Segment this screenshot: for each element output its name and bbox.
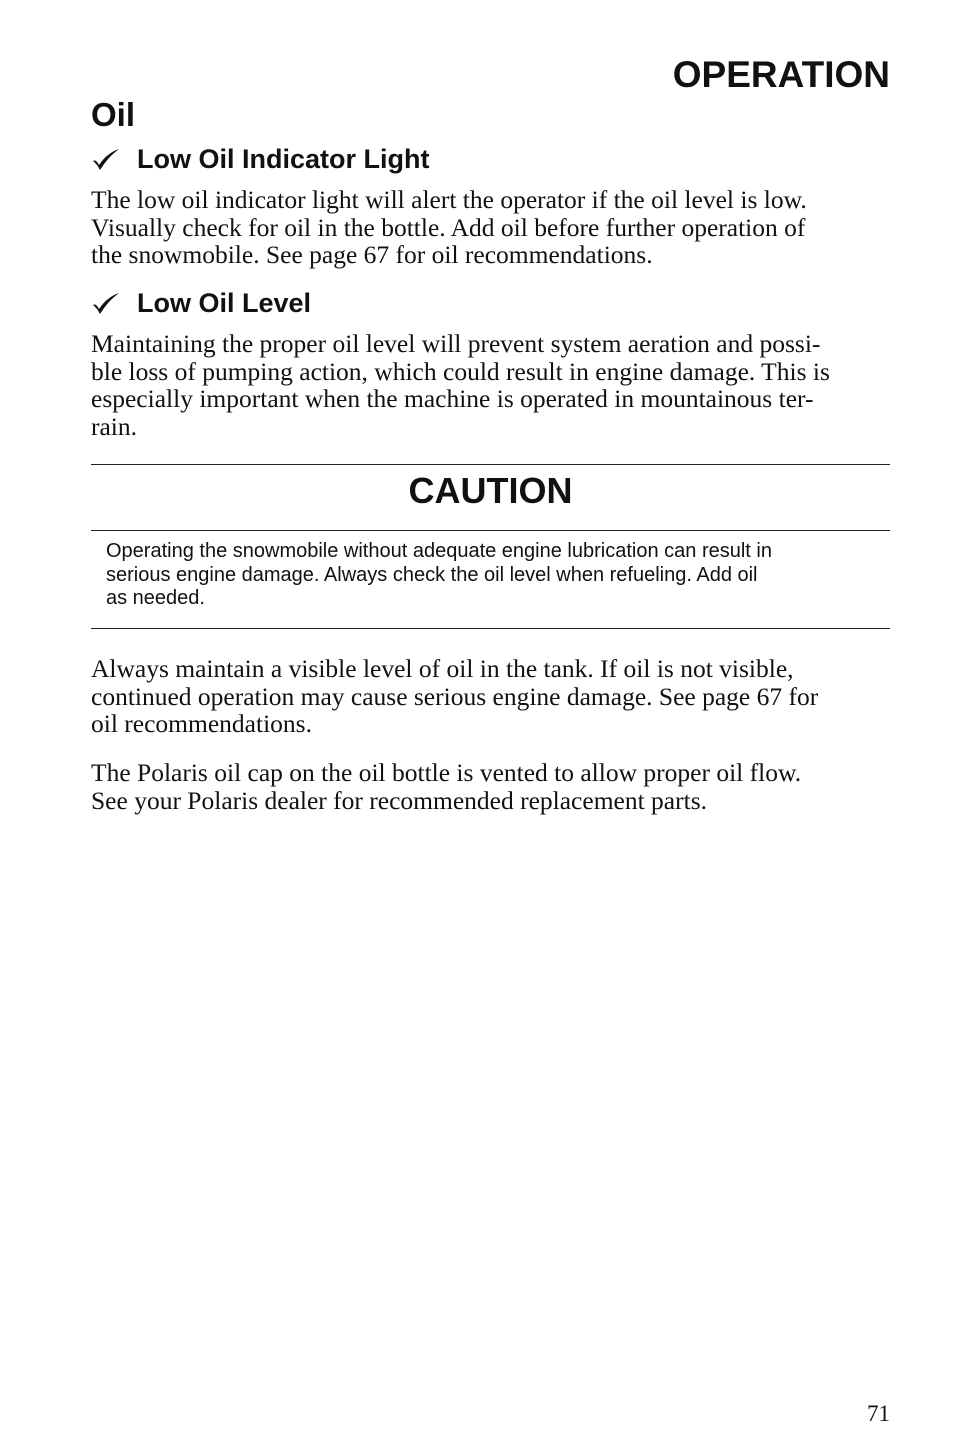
page-title: Oil <box>91 96 136 133</box>
subheading-low-oil-level <box>91 287 311 319</box>
subheading-label: Low Oil Indicator Light <box>137 144 430 174</box>
checkmark-icon <box>91 291 121 315</box>
subheading-low-oil-indicator-light <box>91 143 429 175</box>
section-header: OPERATION <box>672 54 890 95</box>
caution-text: Operating the snowmobile without adequate engine lubrication can result in serious engine damage. Always check the oil level when refueling. Add oil as needed. <box>106 540 772 609</box>
paragraph-low-oil-level: Maintaining the proper oil level will prevent system aeration and possi- ble loss of pumping action, which could result in engine damage. This is especially important when the machine is operated in mountainous ter- rain. <box>91 329 830 441</box>
subheading-label: Low Oil Level <box>137 288 312 318</box>
manual-page <box>91 0 890 1454</box>
page-number: 71 <box>867 1401 890 1426</box>
caution-middle-rule <box>91 530 890 531</box>
caution-title: CAUTION <box>408 470 573 511</box>
caution-top-rule <box>91 464 890 465</box>
paragraph-oil-cap: The Polaris oil cap on the oil bottle is vented to allow proper oil flow. See your Polaris dealer for recommended replacement parts. <box>91 758 802 815</box>
checkmark-icon <box>91 147 121 171</box>
paragraph-oil-tank: Always maintain a visible level of oil in the tank. If oil is not visible, continued operation may cause serious engine damage. See page 67 for oil recommendations. <box>91 654 819 738</box>
paragraph-low-oil-indicator: The low oil indicator light will alert the operator if the oil level is low. Visually check for oil in the bottle. Add oil before further operation of the snowmobile. See page 67 for oil recommendations. <box>91 185 807 269</box>
caution-bottom-rule <box>91 628 890 629</box>
